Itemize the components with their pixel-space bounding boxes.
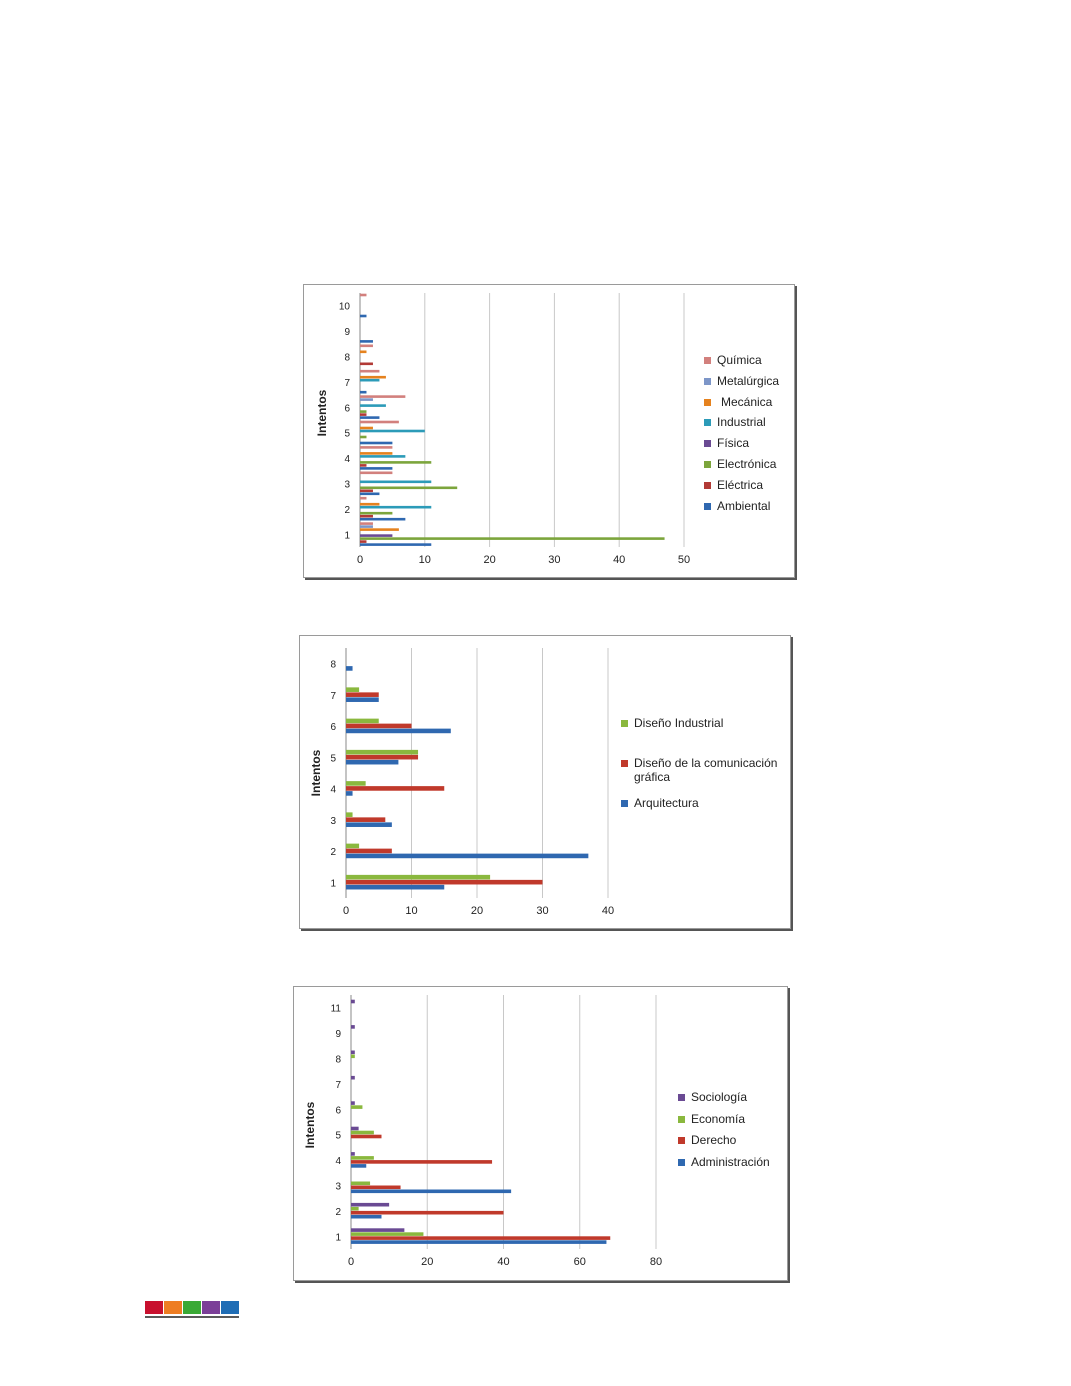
- legend-item: [621, 756, 784, 785]
- bar-industrial-6: [360, 404, 386, 407]
- y-tick-label: 7: [335, 1079, 341, 1091]
- bar-diseño-industrial-1: [346, 875, 490, 880]
- bar-electrónica-3: [360, 487, 457, 490]
- x-tick-label: 80: [649, 1256, 663, 1268]
- y-tick-label: 9: [335, 1029, 341, 1041]
- chart-3-social-sciences: [293, 986, 788, 1281]
- y-tick-label: 4: [330, 784, 336, 796]
- bar-ambiental-3: [360, 493, 379, 496]
- y-tick-label: 6: [335, 1105, 341, 1117]
- bar-economía-1: [351, 1232, 423, 1236]
- bar-administración-3: [351, 1190, 511, 1194]
- bar-derecho-4: [351, 1160, 492, 1164]
- bar-industrial-4: [360, 455, 405, 458]
- bar-diseño-industrial-2: [346, 844, 359, 849]
- bar-derecho-2: [351, 1211, 504, 1215]
- bar-ambiental-4: [360, 467, 392, 470]
- chart-3-legend: [678, 1090, 786, 1180]
- x-tick-label: 10: [405, 905, 418, 917]
- footer-swatch: [202, 1301, 220, 1314]
- y-tick-label: 8: [344, 352, 350, 364]
- y-axis-title: Intentos: [303, 1101, 317, 1149]
- x-tick-label: 40: [613, 554, 626, 566]
- bar-química-3: [360, 472, 392, 475]
- legend-item: [678, 1090, 747, 1104]
- bar-diseño-industrial-7: [346, 687, 359, 692]
- x-tick-label: 50: [677, 554, 691, 566]
- x-tick-label: 60: [573, 1256, 586, 1268]
- legend-swatch: [704, 461, 711, 468]
- bar-economía-3: [351, 1182, 370, 1186]
- legend-label: Derecho: [691, 1133, 737, 1147]
- bar-industrial-2: [360, 506, 431, 509]
- legend-item: [704, 436, 749, 450]
- legend-swatch: [704, 399, 711, 406]
- legend-label: Física: [717, 436, 750, 450]
- x-tick-label: 10: [418, 554, 431, 566]
- bar-sociología-7: [351, 1076, 355, 1080]
- bar-eléctrica-4: [360, 464, 366, 467]
- bar-sociología-6: [351, 1101, 355, 1105]
- bar-economía-6: [351, 1105, 362, 1109]
- y-tick-label: 10: [338, 301, 350, 313]
- bar-sociología-4: [351, 1152, 355, 1156]
- legend-item: [704, 395, 772, 409]
- legend-item: [704, 415, 766, 429]
- bar-derecho-3: [351, 1186, 401, 1190]
- y-axis-title: Intentos: [309, 749, 323, 797]
- bar-electrónica-1: [360, 537, 665, 540]
- y-tick-label: 8: [335, 1054, 341, 1066]
- bar-electrónica-5: [360, 436, 366, 439]
- bar-diseño-de-la-comunicación-gráfica-7: [346, 692, 379, 697]
- footer-swatch: [164, 1301, 182, 1314]
- legend-item: [621, 716, 723, 730]
- bar-arquitectura-7: [346, 697, 379, 702]
- bar-derecho-1: [351, 1236, 610, 1240]
- legend-swatch: [678, 1116, 685, 1123]
- y-tick-label: 7: [330, 690, 336, 702]
- legend-label: Mecánica: [721, 395, 773, 409]
- bar-diseño-de-la-comunicación-gráfica-3: [346, 817, 385, 822]
- legend-item: [704, 478, 763, 492]
- legend-item: [704, 457, 776, 471]
- y-axis-title: Intentos: [315, 389, 329, 437]
- legend-label: Sociología: [691, 1090, 748, 1104]
- bar-economía-5: [351, 1131, 374, 1135]
- legend-item: [678, 1133, 736, 1147]
- bar-diseño-de-la-comunicación-gráfica-2: [346, 849, 392, 854]
- x-tick-label: 20: [421, 1256, 434, 1268]
- bar-administración-1: [351, 1240, 606, 1244]
- y-tick-label: 2: [335, 1206, 341, 1218]
- legend-swatch: [704, 482, 711, 489]
- legend-label: Administración: [691, 1155, 770, 1169]
- bar-arquitectura-1: [346, 885, 444, 890]
- legend-item: [704, 374, 779, 388]
- footer-swatch: [183, 1301, 201, 1314]
- legend-swatch: [704, 503, 711, 510]
- legend-swatch: [621, 800, 628, 807]
- footer-swatch: [221, 1301, 239, 1314]
- legend-swatch: [704, 378, 711, 385]
- chart-2-design: [299, 635, 791, 929]
- bar-electrónica-6: [360, 410, 366, 413]
- bar-química-5: [360, 421, 399, 424]
- bar-diseño-industrial-4: [346, 781, 366, 786]
- y-tick-label: 5: [344, 428, 350, 440]
- y-tick-label: 1: [330, 878, 336, 890]
- legend-label: Economía: [691, 1112, 746, 1126]
- bar-sociología-5: [351, 1127, 359, 1131]
- bar-eléctrica-6: [360, 413, 366, 416]
- footer-color-strip: [145, 1301, 239, 1314]
- legend-label: Eléctrica: [717, 478, 764, 492]
- legend-swatch: [704, 440, 711, 447]
- bar-sociología-9: [351, 1025, 355, 1029]
- y-tick-label: 2: [330, 847, 336, 859]
- bar-arquitectura-3: [346, 822, 392, 827]
- bar-derecho-5: [351, 1135, 382, 1139]
- bar-industrial-5: [360, 430, 425, 433]
- bar-diseño-industrial-3: [346, 812, 353, 817]
- bar-arquitectura-2: [346, 854, 588, 859]
- bar-arquitectura-8: [346, 666, 353, 671]
- legend-swatch: [704, 357, 711, 364]
- legend-label: Química: [717, 353, 762, 367]
- bar-sociología-2: [351, 1203, 389, 1207]
- y-tick-label: 3: [335, 1181, 341, 1193]
- x-tick-label: 40: [497, 1256, 510, 1268]
- y-tick-label: 6: [330, 722, 336, 734]
- y-tick-label: 3: [330, 815, 336, 827]
- legend-swatch: [621, 720, 628, 727]
- x-tick-label: 40: [601, 905, 615, 917]
- bar-economía-8: [351, 1055, 355, 1059]
- bar-eléctrica-2: [360, 515, 373, 518]
- bar-química-6: [360, 395, 405, 398]
- x-tick-label: 20: [483, 554, 496, 566]
- bar-diseño-industrial-5: [346, 750, 418, 755]
- bar-diseño-industrial-6: [346, 719, 379, 724]
- y-tick-label: 11: [330, 1003, 341, 1015]
- bar-mecánica-8: [360, 351, 366, 354]
- bar-ambiental-6: [360, 416, 379, 419]
- bar-electrónica-2: [360, 512, 392, 515]
- bar-física-1: [360, 534, 392, 537]
- chart-1-engineering: [303, 284, 795, 578]
- legend-item: [678, 1155, 770, 1169]
- bar-diseño-de-la-comunicación-gráfica-6: [346, 724, 412, 729]
- bar-electrónica-4: [360, 461, 431, 464]
- bar-economía-2: [351, 1207, 359, 1211]
- legend-swatch: [678, 1094, 685, 1101]
- y-tick-label: 6: [344, 403, 350, 415]
- y-tick-label: 3: [344, 479, 350, 491]
- legend-label: Ambiental: [717, 499, 771, 513]
- bar-ambiental-9: [360, 340, 373, 343]
- bar-administración-2: [351, 1215, 382, 1219]
- legend-label: Diseño de la comunicación gráfica: [634, 756, 778, 785]
- chart-2-legend: [621, 716, 789, 826]
- y-tick-label: 4: [335, 1156, 341, 1168]
- x-tick-label: 30: [548, 554, 561, 566]
- legend-item: [704, 353, 762, 367]
- bar-sociología-11: [351, 1000, 355, 1004]
- bar-mecánica-4: [360, 452, 392, 455]
- legend-swatch: [704, 419, 711, 426]
- bar-sociología-1: [351, 1228, 404, 1232]
- bar-arquitectura-4: [346, 791, 353, 796]
- legend-label: Industrial: [717, 415, 766, 429]
- bar-arquitectura-6: [346, 729, 451, 734]
- y-tick-label: 5: [335, 1130, 341, 1142]
- legend-label: Diseño Industrial: [634, 716, 724, 730]
- y-tick-label: 9: [344, 327, 350, 339]
- bar-mecánica-7: [360, 376, 386, 379]
- bar-sociología-8: [351, 1051, 355, 1055]
- y-tick-label: 7: [344, 377, 350, 389]
- bar-diseño-de-la-comunicación-gráfica-1: [346, 880, 543, 885]
- bar-química-7: [360, 370, 379, 373]
- chart-1-legend: [704, 353, 794, 513]
- bar-metalúrgica-1: [360, 525, 373, 528]
- bar-diseño-de-la-comunicación-gráfica-4: [346, 786, 444, 791]
- legend-item: [704, 499, 770, 513]
- bar-ambiental-2: [360, 518, 405, 521]
- bar-eléctrica-1: [360, 540, 366, 543]
- legend-label: Arquitectura: [634, 796, 699, 810]
- bar-eléctrica-3: [360, 490, 373, 493]
- bar-industrial-3: [360, 481, 431, 484]
- legend-label: Metalúrgica: [717, 374, 780, 388]
- x-tick-label: 0: [342, 905, 350, 917]
- legend-swatch: [678, 1137, 685, 1144]
- bar-eléctrica-8: [360, 363, 373, 366]
- bar-metalúrgica-6: [360, 398, 373, 401]
- bar-química-2: [360, 497, 366, 500]
- legend-item: [621, 796, 699, 810]
- bar-ambiental-5: [360, 442, 392, 445]
- y-tick-label: 1: [335, 1232, 341, 1244]
- bar-ambiental-7: [360, 391, 366, 394]
- y-tick-label: 1: [344, 530, 350, 542]
- y-tick-label: 4: [344, 454, 350, 466]
- bar-mecánica-1: [360, 528, 399, 531]
- bar-química-4: [360, 446, 392, 449]
- bar-mecánica-2: [360, 503, 379, 506]
- y-tick-label: 5: [330, 753, 336, 765]
- x-tick-label: 20: [470, 905, 484, 917]
- footer-rule: [145, 1316, 239, 1318]
- bar-ambiental-1: [360, 543, 431, 546]
- legend-item: [678, 1112, 745, 1126]
- x-tick-label: 0: [347, 1256, 355, 1268]
- bar-diseño-de-la-comunicación-gráfica-5: [346, 755, 418, 760]
- bar-ambiental-10: [360, 315, 366, 318]
- bar-economía-4: [351, 1156, 374, 1160]
- legend-swatch: [678, 1159, 685, 1166]
- bar-química-10: [360, 294, 366, 297]
- bar-industrial-7: [360, 379, 379, 382]
- bar-administración-4: [351, 1164, 366, 1168]
- legend-label: Electrónica: [717, 457, 777, 471]
- y-tick-label: 2: [344, 504, 350, 516]
- legend-swatch: [621, 760, 628, 767]
- bar-química-1: [360, 522, 373, 525]
- x-tick-label: 30: [536, 905, 549, 917]
- y-tick-label: 8: [330, 659, 336, 671]
- footer-swatch: [145, 1301, 163, 1314]
- x-tick-label: 0: [356, 554, 364, 566]
- bar-mecánica-5: [360, 427, 373, 430]
- bar-arquitectura-5: [346, 760, 398, 765]
- bar-química-8: [360, 345, 373, 348]
